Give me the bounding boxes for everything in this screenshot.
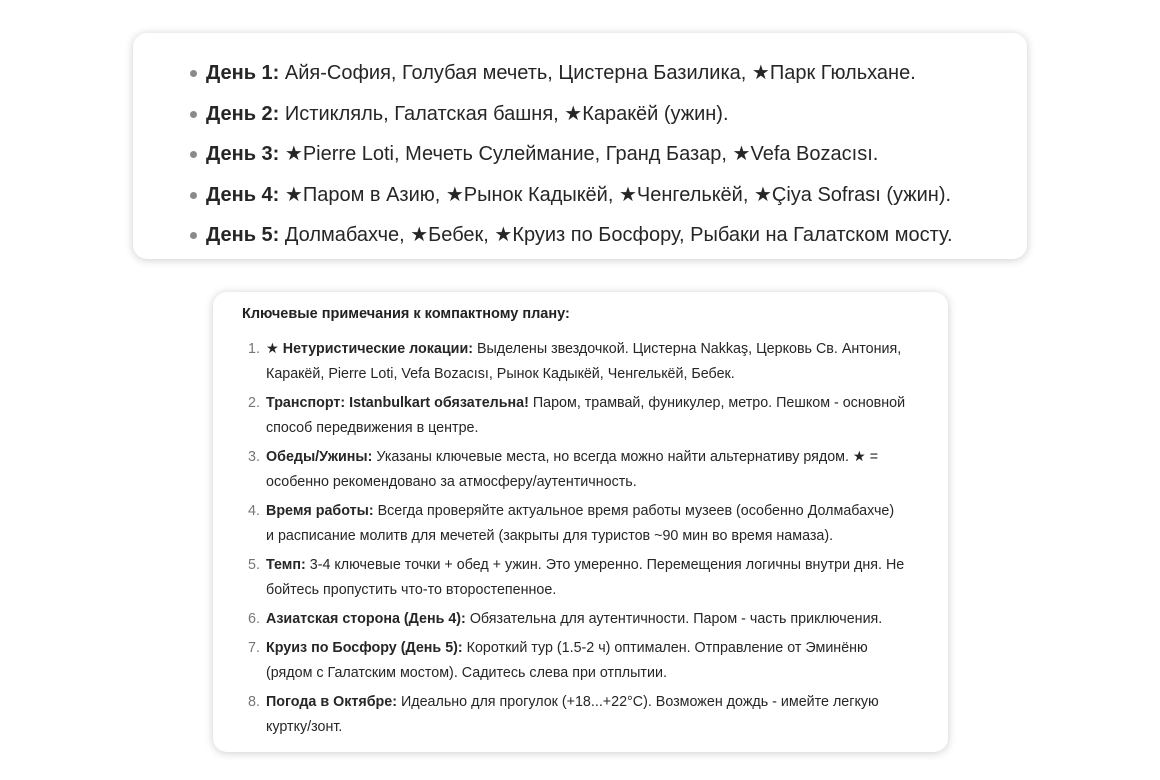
note-text: Идеально для прогулок (+18...+22°C). Возможен дождь - имейте легкую куртку/зонт.	[266, 694, 879, 735]
note-label: Азиатская сторона (День 4):	[266, 611, 466, 627]
note-item	[248, 607, 906, 632]
day-text: ★Pierre Loti, Мечеть Сулеймание, Гранд Базар, ★Vefa Bozacısı.	[284, 143, 879, 165]
day-item	[185, 215, 1027, 256]
note-label: Транспорт: Istanbulkart обязательна!	[266, 395, 529, 411]
note-item	[248, 391, 906, 441]
day-text: Долмабахче, ★Бебек, ★Круиз по Босфору, Рыбаки на Галатском мосту.	[284, 224, 953, 246]
day-label: День 2:	[206, 102, 280, 125]
note-label: Обеды/Ужины:	[266, 449, 373, 465]
note-text: Обязательна для аутентичности. Паром - часть приключения.	[469, 611, 883, 627]
note-label: Погода в Октябре:	[266, 694, 397, 710]
note-item	[248, 690, 906, 740]
notes-list	[213, 337, 948, 740]
note-number: 2.	[248, 395, 260, 411]
day-item	[185, 94, 1027, 135]
day-text: ★Паром в Азию, ★Рынок Кадыкёй, ★Ченгелькёй, ★Çiya Sofrası (ужин).	[284, 183, 952, 206]
day-item	[185, 134, 1027, 175]
notes-title: Ключевые примечания к компактному плану:	[242, 306, 570, 322]
note-number: 7.	[248, 640, 260, 656]
itinerary-day-list	[133, 53, 1027, 256]
note-item	[248, 499, 906, 549]
itinerary-card	[133, 33, 1027, 259]
note-item	[248, 337, 906, 387]
note-label: ★ Нетуристические локации:	[266, 341, 474, 357]
day-label: День 1:	[206, 62, 280, 84]
note-text: Всегда проверяйте актуальное время работы музеев (особенно Долмабахче) и расписание молитв для мечетей (закрыты для туристов ~90 мин во время намаза).	[266, 503, 895, 544]
note-item	[248, 445, 906, 495]
note-text: Короткий тур (1.5-2 ч) оптимален. Отправление от Эминёню (рядом с Галатским мостом). Садитесь слева при отплытии.	[266, 640, 868, 681]
note-number: 5.	[248, 557, 260, 573]
day-item	[185, 53, 1027, 94]
day-label: День 4:	[206, 183, 280, 206]
note-label: Темп:	[266, 557, 306, 573]
note-text: Выделены звездочкой. Цистерна Nakkaş, Церковь Св. Антония, Каракёй, Pierre Loti, Vefa Bozacısı, Рынок Кадыкёй, Ченгелькёй, Бебек.	[266, 341, 902, 382]
note-number: 6.	[248, 611, 260, 627]
note-label: Время работы:	[266, 503, 374, 519]
day-text: Айя-София, Голубая мечеть, Цистерна Базилика, ★Парк Гюльхане.	[284, 62, 916, 84]
note-text: Паром, трамвай, фуникулер, метро. Пешком - основной способ передвижения в центре.	[266, 395, 906, 436]
day-label: День 5:	[206, 224, 280, 246]
note-text: 3-4 ключевые точки + обед + ужин. Это умеренно. Перемещения логичны внутри дня. Не бойтесь пропустить что-то второстепенное.	[266, 557, 905, 598]
day-label: День 3:	[206, 143, 280, 165]
note-number: 4.	[248, 503, 260, 519]
note-number: 8.	[248, 694, 260, 710]
note-number: 3.	[248, 449, 260, 465]
note-item	[248, 636, 906, 686]
note-item	[248, 553, 906, 603]
day-item	[185, 175, 1027, 216]
note-number: 1.	[248, 341, 260, 357]
note-label: Круиз по Босфору (День 5):	[266, 640, 463, 656]
notes-card	[213, 292, 948, 752]
day-text: Истикляль, Галатская башня, ★Каракёй (ужин).	[284, 102, 729, 125]
note-text: Указаны ключевые места, но всегда можно найти альтернативу рядом. ★ = особенно рекомендовано за атмосферу/аутентичность.	[266, 449, 879, 490]
